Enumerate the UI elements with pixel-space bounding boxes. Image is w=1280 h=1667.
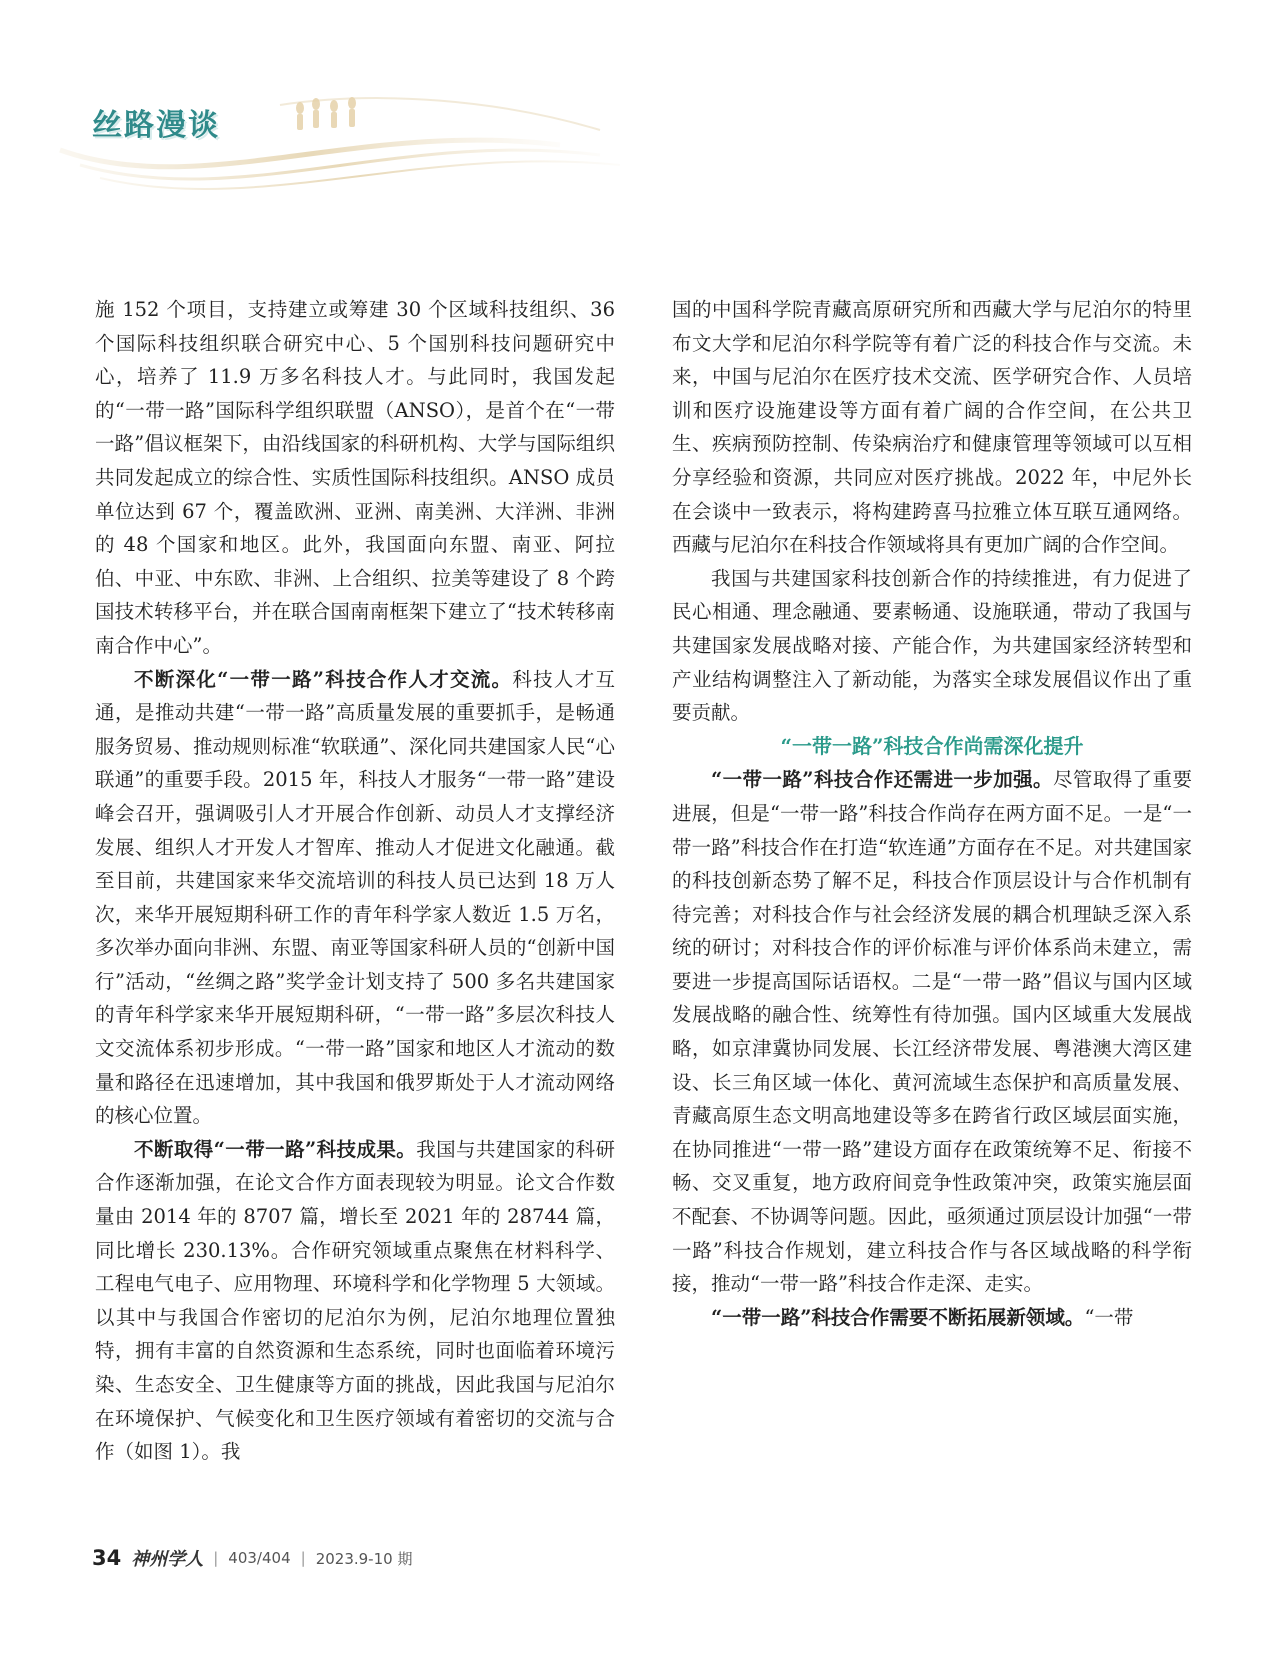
paragraph-text: 国的中国科学院青藏高原研究所和西藏大学与尼泊尔的特里布文大学和尼泊尔科学院等有着广泛的科技合作与交流。未来，中国与尼泊尔在医疗技术交流、医学研究合作、人员培训和医疗设施建设等方面有着广阔的合作空间，在公共卫生、疾病预防控制、传染病治疗和健康管理等领域可以互相分享经验和资源，共同应对医疗挑战。2022 年，中尼外长在会谈中一致表示，将构建跨喜马拉雅立体互联互通网络。西藏与尼泊尔在科技合作领域将具有更加广阔的合作空间。 — [672, 298, 1192, 557]
right-column — [672, 293, 1192, 1334]
paragraph-lead: 不断深化“一带一路”科技合作人才交流。 — [134, 667, 513, 691]
page-number: 34 — [92, 1546, 122, 1570]
paragraph-lead: 不断取得“一带一路”科技成果。 — [134, 1137, 417, 1161]
paragraph-text: “一带 — [1084, 1305, 1134, 1329]
paragraph — [672, 1301, 1192, 1335]
paragraph — [672, 763, 1192, 1301]
paragraph — [672, 293, 1192, 562]
paragraph-lead: “一带一路”科技合作还需进一步加强。 — [711, 768, 1053, 792]
paragraph-text: 施 152 个项目，支持建立或筹建 30 个区域科技组织、36 个国际科技组织联合研究中心、5 个国别科技问题研究中心，培养了 11.9 万多名科技人才。与此同时，我国发起的“一带一路”国际科学组织联盟（ANSO），是首个在“一带一路”倡议框架下，由沿线国家的科研机构、大学与国际组织共同发起成立的综合性、实质性国际科技组织。ANSO 成员单位达到 67 个，覆盖欧洲、亚洲、南美洲、大洋洲、非洲的 48 个国家和地区。此外，我国面向东盟、南亚、阿拉伯、中亚、中东欧、非洲、上合组织、拉美等建设了 8 个跨国技术转移平台，并在联合国南南框架下建立了“技术转移南南合作中心”。 — [95, 298, 615, 657]
paragraph-text: 尽管取得了重要进展，但是“一带一路”科技合作尚存在两方面不足。一是“一带一路”科技合作在打造“软连通”方面存在不足。对共建国家的科技创新态势了解不足，科技合作顶层设计与合作机制有待完善；对科技合作与社会经济发展的耦合机理缺乏深入系统的研讨；对科技合作的评价标准与评价体系尚未建立，需要进一步提高国际话语权。二是“一带一路”倡议与国内区域发展战略的融合性、统筹性有待加强。国内区域重大发展战略，如京津冀协同发展、长江经济带发展、粤港澳大湾区建设、长三角区域一体化、黄河流域生态保护和高质量发展、青藏高原生态文明高地建设等多在跨省行政区域层面实施，在协同推进“一带一路”建设方面存在政策统筹不足、衔接不畅、交叉重复，地方政府间竞争性政策冲突，政策实施层面不配套、不协调等问题。因此，亟须通过顶层设计加强“一带一路”科技合作规划，建立科技合作与各区域战略的科学衔接，推动“一带一路”科技合作走深、走实。 — [672, 768, 1192, 1296]
issue-number: 403/404 — [228, 1549, 291, 1567]
paragraph-text: 我国与共建国家科技创新合作的持续推进，有力促进了民心相通、理念融通、要素畅通、设施联通，带动了我国与共建国家发展战略对接、产能合作，为共建国家经济转型和产业结构调整注入了新动能，为落实全球发展倡议作出了重要贡献。 — [672, 566, 1192, 725]
paragraph-lead: “一带一路”科技合作需要不断拓展新领域。 — [711, 1305, 1085, 1329]
issue-date: 2023.9-10 期 — [315, 1549, 413, 1568]
paragraph — [672, 562, 1192, 730]
paragraph — [95, 1133, 615, 1469]
paragraph — [95, 293, 615, 663]
section-title: 丝路漫谈 — [92, 108, 220, 143]
left-column — [95, 293, 615, 1469]
magazine-name: 神州学人 — [131, 1549, 204, 1570]
paragraph — [95, 663, 615, 1133]
paragraph-text: 我国与共建国家的科研合作逐渐加强，在论文合作方面表现较为明显。论文合作数量由 2014 年的 8707 篇，增长至 2021 年的 28744 篇，同比增长 230.13%。合作研究领域重点聚焦在材料科学、工程电气电子、应用物理、环境科学和化学物理 5 大领域。以其中与我国合作密切的尼泊尔为例，尼泊尔地理位置独特，拥有丰富的自然资源和生态系统，同时也面临着环境污染、生态安全、卫生健康等方面的挑战，因此我国与尼泊尔在环境保护、气候变化和卫生医疗领域有着密切的交流与合作（如图 1）。我 — [95, 1137, 615, 1464]
subsection-heading: “一带一路”科技合作尚需深化提升 — [780, 733, 1084, 758]
footer-separator: | — [213, 1549, 219, 1567]
paragraph-text: 科技人才互通，是推动共建“一带一路”高质量发展的重要抓手，是畅通服务贸易、推动规则标准“软联通”、深化同共建国家人民“心联通”的重要手段。2015 年，科技人才服务“一带一路”建设峰会召开，强调吸引人才开展合作创新、动员人才支撑经济发展、组织人才开发人才智库、推动人才促进文化融通。截至目前，共建国家来华交流培训的科技人员已达到 18 万人次，来华开展短期科研工作的青年科学家人数近 1.5 万名，多次举办面向非洲、东盟、南亚等国家科研人员的“创新中国行”活动，“丝绸之路”奖学金计划支持了 500 多名共建国家的青年科学家来华开展短期科研，“一带一路”多层次科技人文交流体系初步形成。“一带一路”国家和地区人才流动的数量和路径在迅速增加，其中我国和俄罗斯处于人才流动网络的核心位置。 — [95, 667, 615, 1128]
footer-separator: | — [300, 1549, 306, 1567]
page-footer — [92, 1545, 412, 1571]
